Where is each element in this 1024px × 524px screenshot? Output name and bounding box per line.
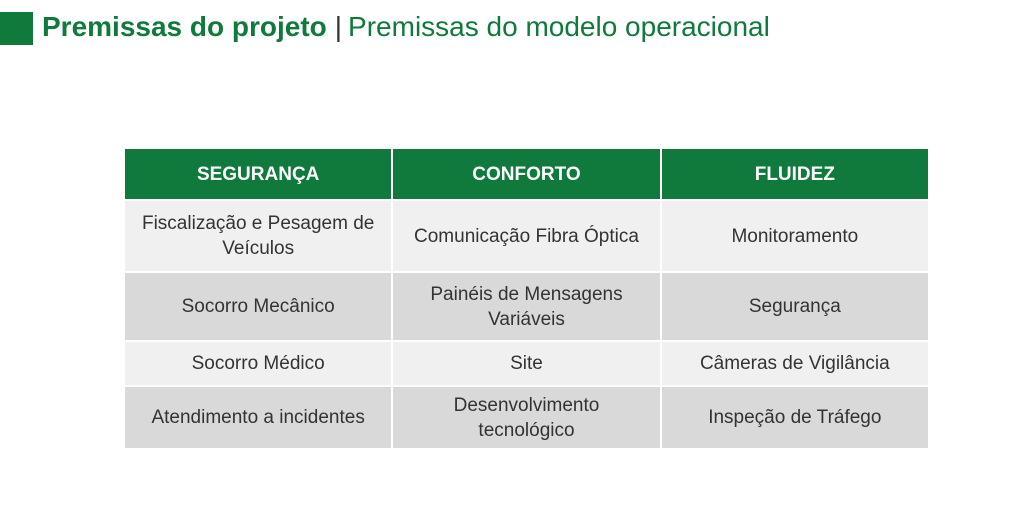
table-cell: Painéis de Mensagens Variáveis [392,272,660,341]
table-cell: Fiscalização e Pesagem de Veículos [124,200,392,272]
premises-table [123,147,930,450]
table-cell: Site [392,341,660,386]
table-cell: Socorro Médico [124,341,392,386]
column-header-conforto: CONFORTO [392,148,660,200]
table-row [124,386,929,449]
page-title-main: Premissas do projeto [42,11,327,42]
table-cell: Câmeras de Vigilância [661,341,929,386]
page-title [42,9,770,45]
title-accent-bar [0,12,33,45]
table-cell: Segurança [661,272,929,341]
table-cell: Monitoramento [661,200,929,272]
table-cell: Comunicação Fibra Óptica [392,200,660,272]
title-separator: | [334,11,343,42]
table-cell: Desenvolvimento tecnológico [392,386,660,449]
table-cell: Inspeção de Tráfego [661,386,929,449]
table-header-row [124,148,929,200]
table-row [124,341,929,386]
column-header-fluidez: FLUIDEZ [661,148,929,200]
table-cell: Atendimento a incidentes [124,386,392,449]
column-header-seguranca: SEGURANÇA [124,148,392,200]
page-subtitle: Premissas do modelo operacional [348,11,770,42]
table-cell: Socorro Mecânico [124,272,392,341]
table-row [124,272,929,341]
table-row [124,200,929,272]
